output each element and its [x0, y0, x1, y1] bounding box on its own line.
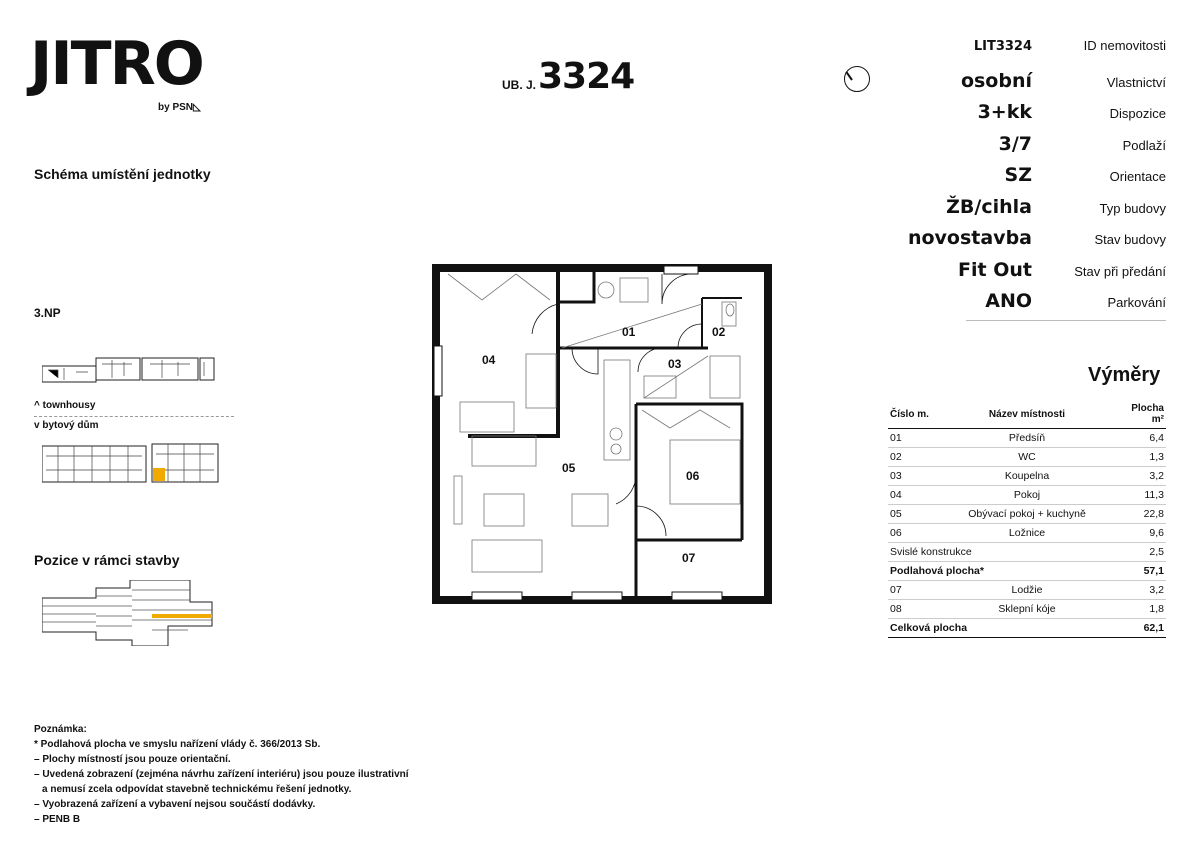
property-value: novostavba [907, 227, 1032, 249]
room-name: Lodžie [936, 581, 1118, 600]
room-number: 05 [888, 505, 936, 524]
property-row [880, 38, 1166, 70]
room-area: 9,6 [1118, 524, 1166, 543]
table-row [888, 581, 1166, 600]
legend-townhouses-label: townhousy [42, 400, 96, 411]
room-name: Koupelna [936, 467, 1118, 486]
table-row [888, 486, 1166, 505]
room-area: 3,2 [1118, 467, 1166, 486]
psn-mark-icon: ◺ [193, 102, 201, 113]
property-value: 3/7 [998, 132, 1032, 155]
property-label: ID nemovitosti [1083, 38, 1166, 53]
room-number: 07 [888, 581, 936, 600]
note-line: – Vyobrazená zařízení a vybavení nejsou součástí dodávky. [34, 799, 316, 810]
property-label: Dispozice [1109, 106, 1166, 121]
column-header: Název místnosti [936, 400, 1118, 429]
property-value: LIT3324 [973, 39, 1032, 54]
areas-table [888, 400, 1166, 638]
total-label: Celková plocha [888, 619, 1118, 638]
apartment-building-schema [42, 442, 222, 484]
table-row [888, 524, 1166, 543]
property-value: osobní [960, 69, 1032, 92]
total-area: 62,1 [1118, 619, 1166, 638]
brand-by: by [158, 102, 170, 113]
unit-prefix: UB. J. [502, 78, 537, 92]
room-name: Obývací pokoj + kuchyně [936, 505, 1118, 524]
room-area: 3,2 [1118, 581, 1166, 600]
room-area: 2,5 [1118, 543, 1166, 562]
property-row [880, 101, 1166, 133]
column-header: Číslo m. [888, 400, 936, 429]
unit-number: 3324 [538, 56, 635, 97]
property-row [880, 70, 1166, 102]
room-area: 6,4 [1118, 429, 1166, 448]
table-row [888, 505, 1166, 524]
room-label-01: 01 [622, 325, 636, 339]
floor-highlight [152, 614, 212, 618]
room-number: 01 [888, 429, 936, 448]
room-name: Svislé konstrukce [888, 543, 1118, 562]
column-header: Plocha m² [1118, 400, 1166, 429]
room-label-05: 05 [562, 461, 576, 475]
room-name: WC [936, 448, 1118, 467]
property-value: 3+kk [977, 101, 1032, 123]
room-name: Pokoj [936, 486, 1118, 505]
property-row [880, 290, 1166, 322]
table-header-row [888, 400, 1166, 429]
subtotal-area: 57,1 [1118, 562, 1166, 581]
room-number: 02 [888, 448, 936, 467]
table-row [888, 429, 1166, 448]
room-number: 06 [888, 524, 936, 543]
table-row [888, 600, 1166, 619]
north-compass-icon [844, 66, 870, 92]
room-area: 11,3 [1118, 486, 1166, 505]
legend-apartment-building-label: bytový dům [42, 420, 99, 431]
room-label-06: 06 [686, 469, 700, 483]
note-line: – PENB B [34, 814, 81, 825]
property-value: SZ [1004, 164, 1032, 186]
room-area: 1,8 [1118, 600, 1166, 619]
property-label: Parkování [1107, 295, 1166, 310]
room-name: Ložnice [936, 524, 1118, 543]
property-row [880, 196, 1166, 228]
note-line: – Uvedená zobrazení (zejména návrhu zařízení interiéru) jsou pouze ilustrativní [34, 769, 409, 780]
note-line: – Plochy místností jsou pouze orientační. [34, 754, 231, 765]
room-name: Sklepní kóje [936, 600, 1118, 619]
total-row [888, 619, 1166, 638]
room-number: 08 [888, 600, 936, 619]
floor-label: 3.NP [34, 306, 61, 320]
room-label-03: 03 [668, 357, 682, 371]
property-row [880, 164, 1166, 196]
property-row [880, 227, 1166, 259]
chevron-down-icon: v [34, 420, 40, 431]
property-value: Fit Out [958, 258, 1032, 281]
property-value: ANO [985, 290, 1032, 312]
table-row [888, 543, 1166, 562]
property-label: Stav budovy [1094, 232, 1166, 247]
room-number: 03 [888, 467, 936, 486]
property-label: Typ budovy [1099, 200, 1166, 216]
note-line: a nemusí zcela odpovídat stavebně technickému řešení jednotky. [42, 784, 352, 795]
notes [34, 722, 409, 827]
property-list [880, 38, 1166, 322]
schema-title: Schéma umístění jednotky [34, 166, 211, 182]
property-row [880, 133, 1166, 165]
unit-highlight [153, 468, 165, 481]
property-label: Stav při předání [1074, 263, 1166, 279]
brand-logo: JITRO [30, 29, 203, 99]
property-row [880, 259, 1166, 291]
townhouse-schema [42, 354, 218, 386]
room-area: 22,8 [1118, 505, 1166, 524]
room-area: 1,3 [1118, 448, 1166, 467]
floor-plan [432, 264, 772, 604]
chevron-up-icon: ^ [34, 400, 40, 411]
divider [34, 416, 234, 417]
property-label: Podlaží [1122, 137, 1166, 153]
areas-title: Výměry [1088, 364, 1161, 386]
property-label: Orientace [1109, 169, 1166, 184]
note-line: * Podlahová plocha ve smyslu nařízení vlády č. 366/2013 Sb. [34, 739, 321, 750]
room-label-04: 04 [482, 353, 496, 367]
room-number: 04 [888, 486, 936, 505]
room-name: Předsíň [936, 429, 1118, 448]
table-row [888, 467, 1166, 486]
brand-byline [158, 102, 201, 113]
room-label-02: 02 [712, 325, 726, 339]
room-label-07: 07 [682, 551, 696, 565]
table-row [888, 448, 1166, 467]
position-title: Pozice v rámci stavby [34, 552, 180, 568]
brand-company: PSN [172, 102, 194, 113]
subtotal-label: Podlahová plocha* [888, 562, 1118, 581]
divider [966, 320, 1166, 321]
legend-townhouses [34, 400, 95, 411]
subtotal-row [888, 562, 1166, 581]
building-section-schema [42, 580, 218, 646]
property-label: Vlastnictví [1106, 74, 1166, 90]
property-value: ŽB/cihla [946, 195, 1032, 218]
legend-apartment-building [34, 420, 98, 431]
notes-heading: Poznámka: [34, 724, 87, 735]
